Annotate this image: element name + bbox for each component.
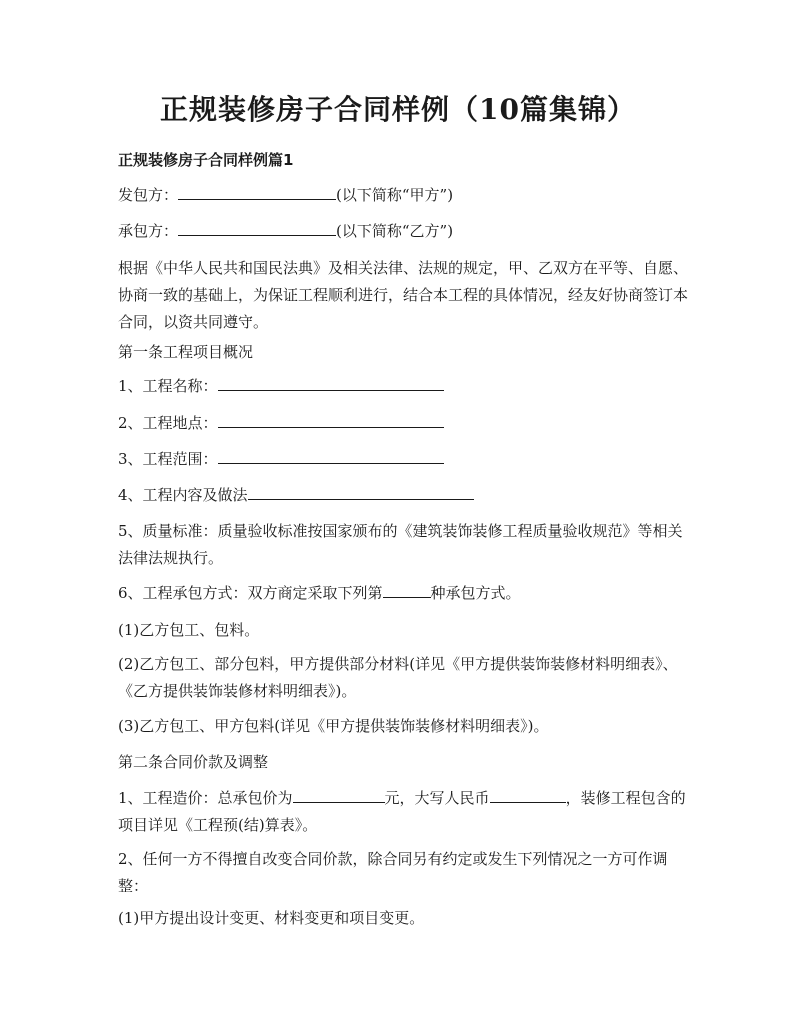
party-b-blank <box>178 221 336 236</box>
item-4-label: 4、工程内容及做法 <box>118 486 248 504</box>
item-6-line <box>118 580 688 607</box>
party-b-label: 承包方： <box>118 222 179 240</box>
item-2-blank <box>218 413 444 428</box>
party-a-blank <box>178 185 336 200</box>
item-3-label: 3、工程范围： <box>118 450 218 468</box>
item-1-blank <box>218 376 444 391</box>
item-6-prefix: 6、工程承包方式：双方商定采取下列第 <box>118 584 383 602</box>
party-b-line <box>118 218 688 245</box>
price-middle: 元，大写人民币 <box>384 789 490 807</box>
option-1: (1)乙方包工、包料。 <box>118 621 260 639</box>
article-1-title: 第一条工程项目概况 <box>118 343 254 361</box>
party-b-suffix: (以下简称“乙方”) <box>336 222 454 240</box>
item-3-line <box>118 446 688 473</box>
item-2-line <box>118 410 688 437</box>
intro-paragraph: 根据《中华人民共和国民法典》及相关法律、法规的规定，甲、乙双方在平等、自愿、协商一致的基础上，为保证工程顺利进行，结合本工程的具体情况，经友好协商签订本合同，以资共同遵守。 <box>118 259 689 331</box>
item-1-line <box>118 373 688 400</box>
item-6-suffix: 种承包方式。 <box>430 584 521 602</box>
price-paragraph <box>118 785 688 839</box>
item-6-blank <box>383 583 431 598</box>
price-suffix: ，装修工程包含的项目详见《工程预(结)算表》。 <box>118 789 686 834</box>
option-2: (2)乙方包工、部分包料，甲方提供部分材料(详见《甲方提供装饰装修材料明细表》、《乙方提供装饰装修材料明细表》)。 <box>118 655 678 700</box>
item-2-label: 2、工程地点： <box>118 414 218 432</box>
article-2-title: 第二条合同价款及调整 <box>118 753 269 771</box>
party-a-suffix: (以下简称“甲方”) <box>336 186 454 204</box>
section-heading: 正规装修房子合同样例篇1 <box>118 151 294 169</box>
item-3-blank <box>218 449 444 464</box>
item-1-label: 1、工程名称： <box>118 377 218 395</box>
adjust-paragraph: 2、任何一方不得擅自改变合同价款，除合同另有约定或发生下列情况之一方可作调整： <box>118 850 668 895</box>
party-a-label: 发包方： <box>118 186 179 204</box>
price-prefix: 1、工程造价：总承包价为 <box>118 789 293 807</box>
item-4-blank <box>248 485 474 500</box>
party-a-line <box>118 182 688 209</box>
item-5-paragraph: 5、质量标准：质量验收标准按国家颁布的《建筑装饰装修工程质量验收规范》等相关法律法规执行。 <box>118 522 683 567</box>
price-rmb-blank <box>490 788 566 803</box>
item-4-line <box>118 482 688 509</box>
price-amount-blank <box>293 788 385 803</box>
option-3: (3)乙方包工、甲方包料(详见《甲方提供装饰装修材料明细表》)。 <box>118 717 549 735</box>
adjust-option-1: (1)甲方提出设计变更、材料变更和项目变更。 <box>118 909 425 927</box>
document-title: 正规装修房子合同样例（10篇集锦） <box>160 93 636 126</box>
